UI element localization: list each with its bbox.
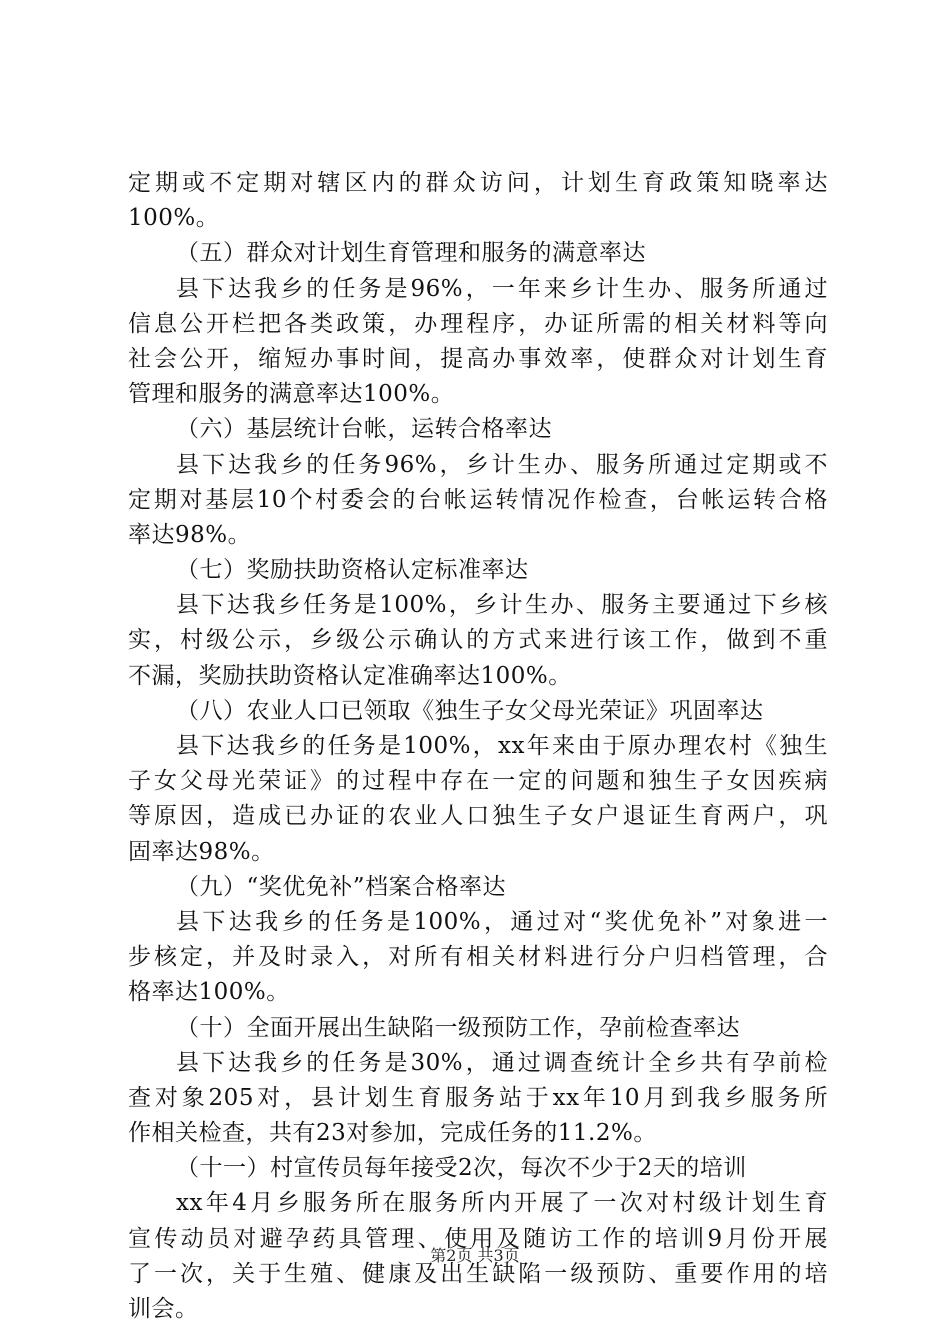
text-line: 县下达我乡的任务是100%，xx年来由于原办理农村《独生	[176, 733, 828, 759]
text-line: （八）农业人口已领取《独生子女父母光荣证》巩固率达	[176, 697, 764, 724]
text-line: 查对象205对，县计划生育服务站于xx年10月到我乡服务所	[128, 1084, 828, 1111]
text-line: 作相关检查，共有23对参加，完成任务的11.2%。	[128, 1120, 657, 1147]
text-line: 率达98%。	[128, 521, 252, 548]
text-line: 了一次，关于生殖、健康及出生缺陷一级预防、重要作用的培	[128, 1260, 828, 1287]
text-line: 社会公开，缩短办事时间，提高办事效率，使群众对计划生育	[128, 345, 828, 372]
text-line: 管理和服务的满意率达100%。	[128, 381, 455, 408]
text-line: 县下达我乡的任务是30%，通过调查统计全乡共有孕前检	[176, 1049, 828, 1076]
text-line: 固率达98%。	[128, 838, 275, 865]
text-line: 训会。	[128, 1296, 199, 1322]
text-line: 100%。	[128, 205, 220, 232]
text-line: 县下达我乡的任务96%，乡计生办、服务所通过定期或不	[176, 451, 828, 478]
text-line: 定期或不定期对辖区内的群众访问，计划生育政策知晓率达	[128, 170, 828, 196]
text-line: 不漏，奖励扶助资格认定准确率达100%。	[128, 662, 572, 689]
text-line: （七）奖励扶助资格认定标准率达	[176, 557, 529, 584]
text-line: xx年4月乡服务所在服务所内开展了一次对村级计划生育	[176, 1190, 828, 1217]
text-line: （十）全面开展出生缺陷一级预防工作，孕前检查率达	[176, 1014, 740, 1041]
text-line: （十一）村宣传员每年接受2次，每次不少于2天的培训	[176, 1155, 747, 1182]
text-line: 县下达我乡的任务是96%，一年来乡计生办、服务所通过	[176, 275, 828, 302]
text-line: （九）“奖优免补”档案合格率达	[176, 873, 507, 900]
text-line: 县下达我乡的任务是100%，通过对“奖优免补”对象进一	[176, 908, 828, 935]
text-line: 信息公开栏把各类政策，办理程序，办证所需的相关材料等向	[128, 310, 828, 337]
text-line: 步核定，并及时录入，对所有相关材料进行分户归档管理，合	[128, 944, 828, 971]
text-line: （五）群众对计划生育管理和服务的满意率达	[176, 240, 646, 267]
text-line: （六）基层统计台帐，运转合格率达	[176, 416, 552, 443]
text-line: 实，村级公示，乡级公示确认的方式来进行该工作，做到不重	[128, 627, 828, 654]
text-line: 宣传动员对避孕药具管理、使用及随访工作的培训9月份开展	[128, 1225, 828, 1252]
text-line: 定期对基层10个村委会的台帐运转情况作检查，台帐运转合格	[128, 486, 828, 513]
page-footer: 第2页 共3页	[430, 1246, 520, 1265]
text-line: 子女父母光荣证》的过程中存在一定的问题和独生子女因疾病	[128, 768, 828, 795]
document-body	[128, 166, 828, 1327]
text-line: 格率达100%。	[128, 979, 290, 1006]
text-line: 县下达我乡任务是100%，乡计生办、服务主要通过下乡核	[176, 592, 828, 619]
text-line: 等原因，造成已办证的农业人口独生子女户退证生育两户，巩	[128, 803, 828, 830]
